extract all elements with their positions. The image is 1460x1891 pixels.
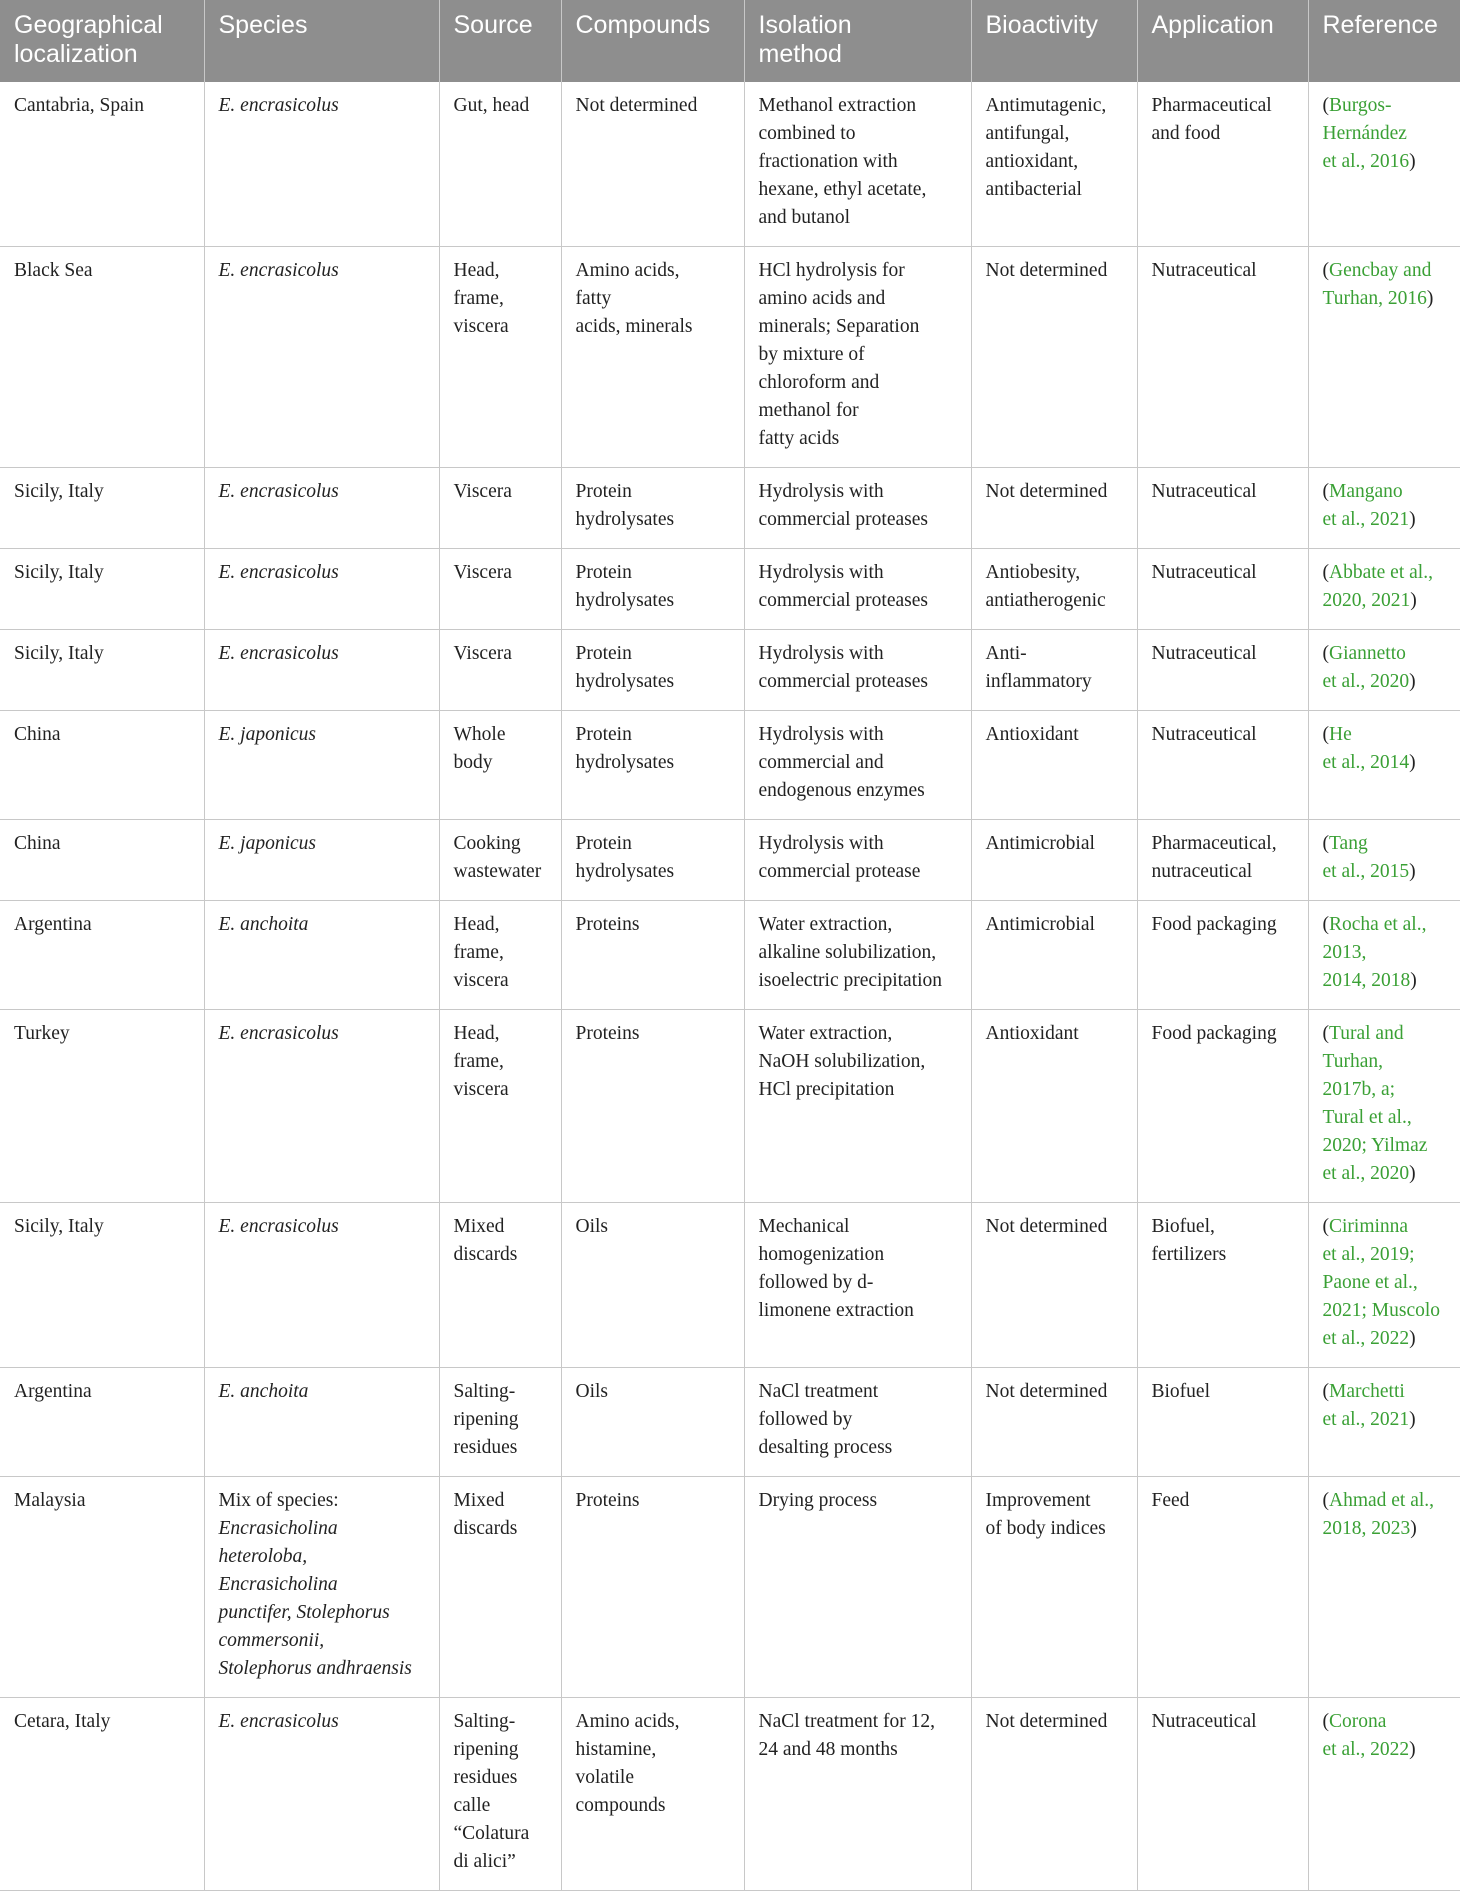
reference-link[interactable]: Giannetto et al., 2020 <box>1322 643 1410 692</box>
cell-bioactivity: Antimicrobial <box>971 820 1137 901</box>
ref-open: ( <box>1322 724 1329 745</box>
cell-method: Water extraction, alkaline solubilization, isoelectric precipitation <box>744 901 971 1010</box>
cell-application: Nutraceutical <box>1137 247 1308 468</box>
ref-open: ( <box>1322 260 1329 281</box>
cell-source: Mixed discards <box>439 1477 561 1698</box>
cell-bioactivity: Not determined <box>971 1698 1137 1891</box>
cell-source: Head, frame, viscera <box>439 1010 561 1203</box>
header-reference: Reference <box>1308 0 1460 82</box>
cell-species: E. encrasicolus <box>204 1698 439 1891</box>
ref-close: ) <box>1409 671 1416 692</box>
header-row <box>0 0 1460 82</box>
ref-close: ) <box>1409 752 1416 773</box>
table-row <box>0 820 1460 901</box>
cell-source: Cooking wastewater <box>439 820 561 901</box>
ref-open: ( <box>1322 481 1329 502</box>
cell-bioactivity: Anti- inflammatory <box>971 630 1137 711</box>
cell-bioactivity: Not determined <box>971 468 1137 549</box>
table-row <box>0 549 1460 630</box>
ref-close: ) <box>1409 151 1416 172</box>
species-prefix: Mix of species: <box>218 1490 339 1511</box>
cell-reference <box>1308 1477 1460 1698</box>
reference-link[interactable]: He et al., 2014 <box>1322 724 1410 773</box>
cell-reference <box>1308 711 1460 820</box>
cell-method: Hydrolysis with commercial proteases <box>744 468 971 549</box>
ref-close: ) <box>1410 1518 1417 1539</box>
cell-application: Nutraceutical <box>1137 711 1308 820</box>
cell-species: E. encrasicolus <box>204 1203 439 1368</box>
reference-link[interactable]: Ciriminna et al., 2019; Paone et al., 2021; Muscolo et al., 2022 <box>1322 1216 1441 1349</box>
ref-close: ) <box>1409 1739 1416 1760</box>
cell-bioactivity: Antiobesity, antiatherogenic <box>971 549 1137 630</box>
ref-open: ( <box>1322 562 1329 583</box>
ref-open: ( <box>1322 833 1329 854</box>
cell-method: NaCl treatment for 12, 24 and 48 months <box>744 1698 971 1891</box>
cell-compounds: Proteins <box>561 901 744 1010</box>
reference-link[interactable]: Ahmad et al., 2018, 2023 <box>1322 1490 1435 1539</box>
cell-compounds: Amino acids, histamine, volatile compounds <box>561 1698 744 1891</box>
cell-species: E. anchoita <box>204 1368 439 1477</box>
cell-application: Biofuel <box>1137 1368 1308 1477</box>
cell-localization: Sicily, Italy <box>0 549 204 630</box>
ref-close: ) <box>1409 1409 1416 1430</box>
cell-application: Nutraceutical <box>1137 549 1308 630</box>
cell-localization: Cetara, Italy <box>0 1698 204 1891</box>
table-row <box>0 1698 1460 1891</box>
reference-link[interactable]: Burgos- Hernández et al., 2016 <box>1322 95 1410 172</box>
cell-method: NaCl treatment followed by desalting process <box>744 1368 971 1477</box>
ref-close: ) <box>1409 1163 1416 1184</box>
cell-localization: Turkey <box>0 1010 204 1203</box>
cell-source: Head, frame, viscera <box>439 247 561 468</box>
cell-source: Salting- ripening residues <box>439 1368 561 1477</box>
cell-method: Mechanical homogenization followed by d- limonene extraction <box>744 1203 971 1368</box>
table-row <box>0 901 1460 1010</box>
reference-link[interactable]: Mangano et al., 2021 <box>1322 481 1410 530</box>
cell-species: E. japonicus <box>204 711 439 820</box>
ref-open: ( <box>1322 1711 1329 1732</box>
table-row <box>0 1477 1460 1698</box>
cell-reference <box>1308 1698 1460 1891</box>
ref-open: ( <box>1322 914 1329 935</box>
cell-localization: Argentina <box>0 1368 204 1477</box>
cell-compounds: Not determined <box>561 82 744 247</box>
cell-compounds: Protein hydrolysates <box>561 549 744 630</box>
cell-localization: Sicily, Italy <box>0 630 204 711</box>
cell-bioactivity: Not determined <box>971 1368 1137 1477</box>
cell-reference <box>1308 247 1460 468</box>
cell-source: Gut, head <box>439 82 561 247</box>
ref-open: ( <box>1322 1490 1329 1511</box>
cell-reference <box>1308 82 1460 247</box>
header-source: Source <box>439 0 561 82</box>
cell-species: E. encrasicolus <box>204 82 439 247</box>
reference-link[interactable]: Gencbay and Turhan, 2016 <box>1322 260 1432 309</box>
cell-species: E. encrasicolus <box>204 247 439 468</box>
cell-method: Water extraction, NaOH solubilization, HCl precipitation <box>744 1010 971 1203</box>
cell-source: Viscera <box>439 630 561 711</box>
cell-compounds: Protein hydrolysates <box>561 630 744 711</box>
cell-compounds: Oils <box>561 1203 744 1368</box>
table-row <box>0 247 1460 468</box>
cell-method: Drying process <box>744 1477 971 1698</box>
cell-application: Biofuel, fertilizers <box>1137 1203 1308 1368</box>
reference-link[interactable]: Rocha et al., 2013, 2014, 2018 <box>1322 914 1427 991</box>
cell-application: Nutraceutical <box>1137 468 1308 549</box>
cell-bioactivity: Antimutagenic, antifungal, antioxidant, antibacterial <box>971 82 1137 247</box>
cell-species: E. japonicus <box>204 820 439 901</box>
table-row <box>0 82 1460 247</box>
cell-method: Hydrolysis with commercial and endogenous enzymes <box>744 711 971 820</box>
cell-bioactivity: Not determined <box>971 1203 1137 1368</box>
cell-application: Nutraceutical <box>1137 1698 1308 1891</box>
cell-method: Hydrolysis with commercial protease <box>744 820 971 901</box>
cell-method: Hydrolysis with commercial proteases <box>744 630 971 711</box>
cell-source: Mixed discards <box>439 1203 561 1368</box>
table-row <box>0 1203 1460 1368</box>
reference-link[interactable]: Abbate et al., 2020, 2021 <box>1322 562 1433 611</box>
cell-application: Pharmaceutical, nutraceutical <box>1137 820 1308 901</box>
cell-source: Viscera <box>439 468 561 549</box>
cell-bioactivity: Improvement of body indices <box>971 1477 1137 1698</box>
cell-localization: Black Sea <box>0 247 204 468</box>
cell-bioactivity: Antioxidant <box>971 1010 1137 1203</box>
cell-species <box>204 1477 439 1698</box>
cell-localization: Malaysia <box>0 1477 204 1698</box>
cell-reference <box>1308 549 1460 630</box>
cell-application: Nutraceutical <box>1137 630 1308 711</box>
reference-link[interactable]: Tural and Turhan, 2017b, a; Tural et al., 2020; Yilmaz et al., 2020 <box>1322 1023 1428 1184</box>
cell-species: E. encrasicolus <box>204 1010 439 1203</box>
cell-bioactivity: Antimicrobial <box>971 901 1137 1010</box>
cell-method: Hydrolysis with commercial proteases <box>744 549 971 630</box>
cell-application: Feed <box>1137 1477 1308 1698</box>
cell-compounds: Oils <box>561 1368 744 1477</box>
reference-link[interactable]: Corona et al., 2022 <box>1322 1711 1410 1760</box>
cell-application: Food packaging <box>1137 1010 1308 1203</box>
cell-reference <box>1308 820 1460 901</box>
reference-link[interactable]: Tang et al., 2015 <box>1322 833 1410 882</box>
table-row <box>0 1010 1460 1203</box>
cell-source: Head, frame, viscera <box>439 901 561 1010</box>
cell-reference <box>1308 901 1460 1010</box>
cell-localization: Sicily, Italy <box>0 1203 204 1368</box>
cell-reference <box>1308 1368 1460 1477</box>
cell-localization: China <box>0 820 204 901</box>
ref-open: ( <box>1322 1023 1329 1044</box>
ref-close: ) <box>1409 1328 1416 1349</box>
header-geographical-localization: Geographical localization <box>0 0 204 82</box>
header-application: Application <box>1137 0 1308 82</box>
cell-method: HCl hydrolysis for amino acids and minerals; Separation by mixture of chloroform and methanol for fatty acids <box>744 247 971 468</box>
ref-open: ( <box>1322 1381 1329 1402</box>
cell-method: Methanol extraction combined to fractionation with hexane, ethyl acetate, and butanol <box>744 82 971 247</box>
cell-compounds: Proteins <box>561 1477 744 1698</box>
cell-application: Food packaging <box>1137 901 1308 1010</box>
cell-reference <box>1308 468 1460 549</box>
cell-localization: Argentina <box>0 901 204 1010</box>
cell-compounds: Amino acids, fatty acids, minerals <box>561 247 744 468</box>
cell-application: Pharmaceutical and food <box>1137 82 1308 247</box>
cell-bioactivity: Not determined <box>971 247 1137 468</box>
ref-open: ( <box>1322 643 1329 664</box>
table-row <box>0 711 1460 820</box>
cell-species: E. encrasicolus <box>204 468 439 549</box>
cell-reference <box>1308 630 1460 711</box>
cell-localization: Sicily, Italy <box>0 468 204 549</box>
cell-localization: Cantabria, Spain <box>0 82 204 247</box>
cell-reference <box>1308 1010 1460 1203</box>
cell-localization: China <box>0 711 204 820</box>
header-compounds: Compounds <box>561 0 744 82</box>
cell-compounds: Protein hydrolysates <box>561 711 744 820</box>
reference-link[interactable]: Marchetti et al., 2021 <box>1322 1381 1410 1430</box>
species-list: Encrasicholina heteroloba, Encrasicholina punctifer, Stolephorus commersonii, Stolephorus andhraensis <box>218 1518 412 1679</box>
table-row <box>0 630 1460 711</box>
ref-close: ) <box>1409 861 1416 882</box>
cell-compounds: Protein hydrolysates <box>561 820 744 901</box>
table-row <box>0 1368 1460 1477</box>
cell-source: Whole body <box>439 711 561 820</box>
cell-species: E. encrasicolus <box>204 549 439 630</box>
cell-species: E. anchoita <box>204 901 439 1010</box>
cell-compounds: Proteins <box>561 1010 744 1203</box>
ref-open: ( <box>1322 95 1329 116</box>
header-isolation-method: Isolation method <box>744 0 971 82</box>
cell-bioactivity: Antioxidant <box>971 711 1137 820</box>
cell-compounds: Protein hydrolysates <box>561 468 744 549</box>
cell-species: E. encrasicolus <box>204 630 439 711</box>
ref-open: ( <box>1322 1216 1329 1237</box>
ref-close: ) <box>1409 509 1416 530</box>
cell-source: Salting- ripening residues calle “Colatura di alici” <box>439 1698 561 1891</box>
cell-reference <box>1308 1203 1460 1368</box>
header-species: Species <box>204 0 439 82</box>
header-bioactivity: Bioactivity <box>971 0 1137 82</box>
ref-close: ) <box>1426 288 1434 309</box>
ref-close: ) <box>1410 970 1417 991</box>
ref-close: ) <box>1410 590 1417 611</box>
table-row <box>0 468 1460 549</box>
cell-source: Viscera <box>439 549 561 630</box>
